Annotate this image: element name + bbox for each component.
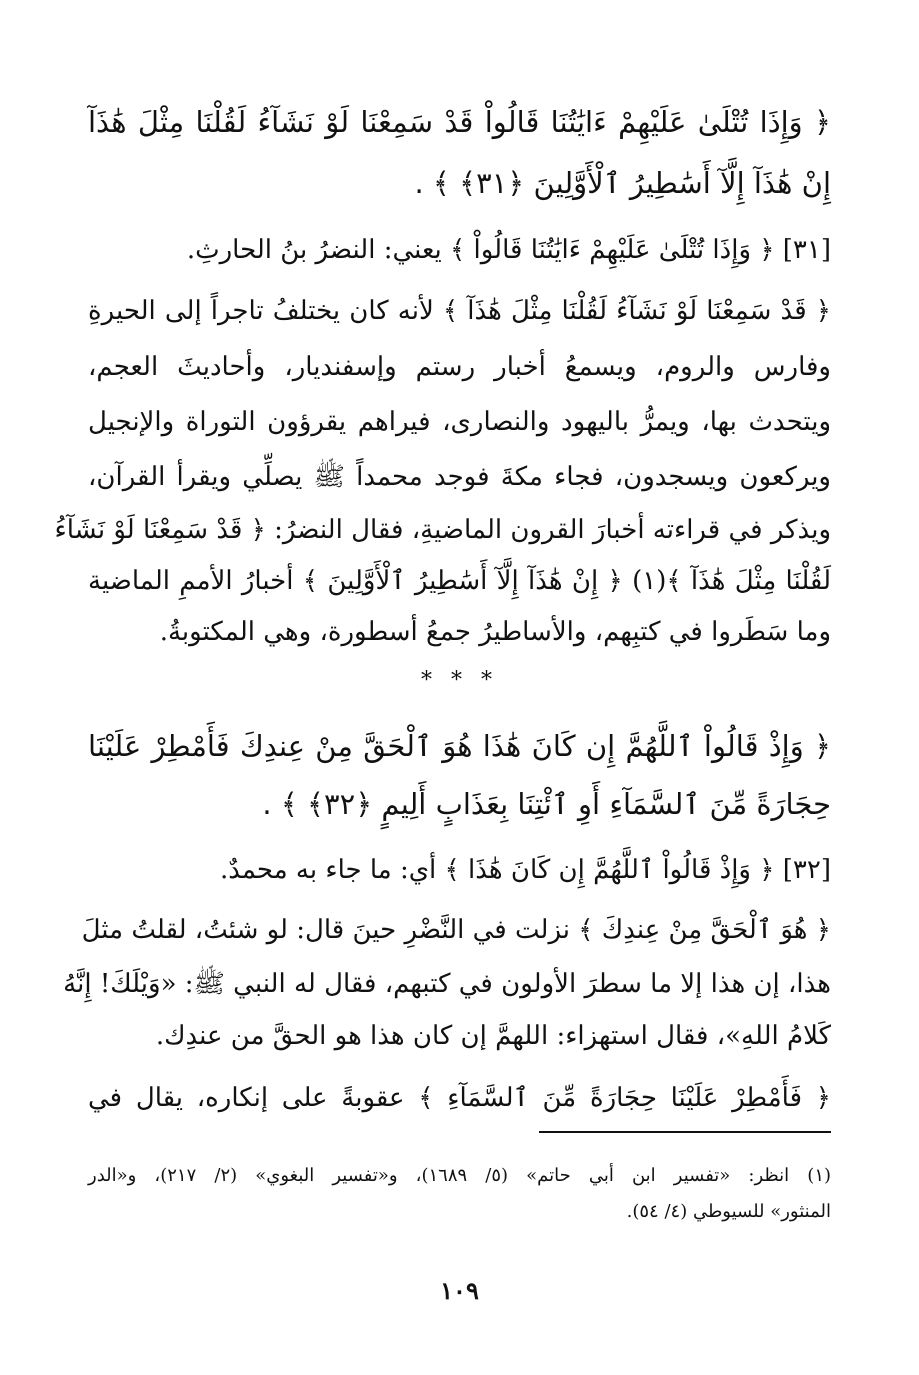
commentary-32-line-1: [٣٢] ﴿ وَإِذْ قَالُواْ ٱللَّهُمَّ إِن كَانَ هَٰذَا ﴾ أي: ما جاء به محمدٌ. — [219, 855, 831, 885]
commentary-32-line-3: هذا، إن هذا إلا ما سطرَ الأولون في كتبهم، فقال له النبي ﷺ: «وَيْلَكَ! إِنَّهُ — [63, 969, 831, 999]
commentary-31-line-1: [٣١] ﴿ وَإِذَا تُتْلَىٰ عَلَيْهِمْ ءَايَٰتُنَا قَالُواْ ﴾ يعني: النضرُ بنُ الحارثِ. — [186, 235, 831, 265]
footnote-rule — [539, 1131, 831, 1133]
footnote-line-2: المنثور» للسيوطي (٤/ ٥٤). — [626, 1201, 831, 1222]
commentary-32-line-4: كَلامُ اللهِ»، فقال استهزاء: اللهمَّ إن كان هذا هو الحقَّ من عندِك. — [155, 1021, 831, 1051]
section-separator: * * * — [421, 668, 498, 693]
commentary-31-line-4: ويتحدث بها، ويمرُّ باليهود والنصارى، فيراهم يقرؤون التوراة والإنجيل — [88, 407, 831, 437]
commentary-31-line-5: ويركعون ويسجدون، فجاء مكةَ فوجد محمداً ﷺ يصلِّي ويقرأ القرآن، — [88, 462, 831, 492]
commentary-31-line-8: وما سَطَروا في كتبِهم، والأساطيرُ جمعُ أسطورة، وهي المكتوبةُ. — [159, 617, 831, 647]
commentary-32-line-2: ﴿ هُوَ ٱلْحَقَّ مِنْ عِندِكَ ﴾ نزلت في النَّضْرِ حينَ قال: لو شئتُ، لقلتُ مثلَ — [81, 915, 831, 945]
commentary-32-line-5: ﴿ فَأَمْطِرْ عَلَيْنَا حِجَارَةً مِّنَ ٱلسَّمَآءِ ﴾ عقوبةً على إنكاره، يقال في — [88, 1083, 831, 1113]
commentary-31-line-3: وفارس والروم، ويسمعُ أخبار رستم وإسفنديار، وأحاديثَ العجم، — [88, 352, 831, 382]
commentary-31-line-6: ويذكر في قراءته أخبارَ القرون الماضيةِ، فقال النضرُ: ﴿ قَدْ سَمِعْنَا لَوْ نَشَآءُ — [54, 515, 831, 545]
page-number: ١٠٩ — [440, 1276, 479, 1305]
verse-32-line-1: ﴿ وَإِذْ قَالُواْ ٱللَّهُمَّ إِن كَانَ هَٰذَا هُوَ ٱلْحَقَّ مِنْ عِندِكَ فَأَمْطِرْ عَلَيْنَا — [88, 729, 831, 763]
verse-32-line-2: حِجَارَةً مِّنَ ٱلسَّمَآءِ أَوِ ٱئْتِنَا بِعَذَابٍ أَلِيمٍ ﴿٣٢﴾ ﴾ . — [262, 787, 831, 821]
commentary-31-line-7: لَقُلْنَا مِثْلَ هَٰذَآ ﴾(١) ﴿ إِنْ هَٰذَآ إِلَّآ أَسَٰطِيرُ ٱلْأَوَّلِينَ ﴾ أخبارُ الأممِ الماضية — [88, 566, 832, 596]
commentary-31-line-2: ﴿ قَدْ سَمِعْنَا لَوْ نَشَآءُ لَقُلْنَا مِثْلَ هَٰذَآ ﴾ لأنه كان يختلفُ تاجراً إلى الحيرةِ — [88, 296, 831, 326]
verse-31-line-2: إِنْ هَٰذَآ إِلَّآ أَسَٰطِيرُ ٱلْأَوَّلِينَ ﴿٣١﴾ ﴾ . — [414, 166, 831, 200]
footnote-line-1: (١) انظر: «تفسير ابن أبي حاتم» (٥/ ١٦٨٩)، و«تفسير البغوي» (٢/ ٢١٧)، و«الدر — [88, 1165, 832, 1186]
verse-31-line-1: ﴿ وَإِذَا تُتْلَىٰ عَلَيْهِمْ ءَايَٰتُنَا قَالُواْ قَدْ سَمِعْنَا لَوْ نَشَآءُ لَقُلْنَا مِثْلَ هَٰذَآ — [88, 105, 831, 139]
